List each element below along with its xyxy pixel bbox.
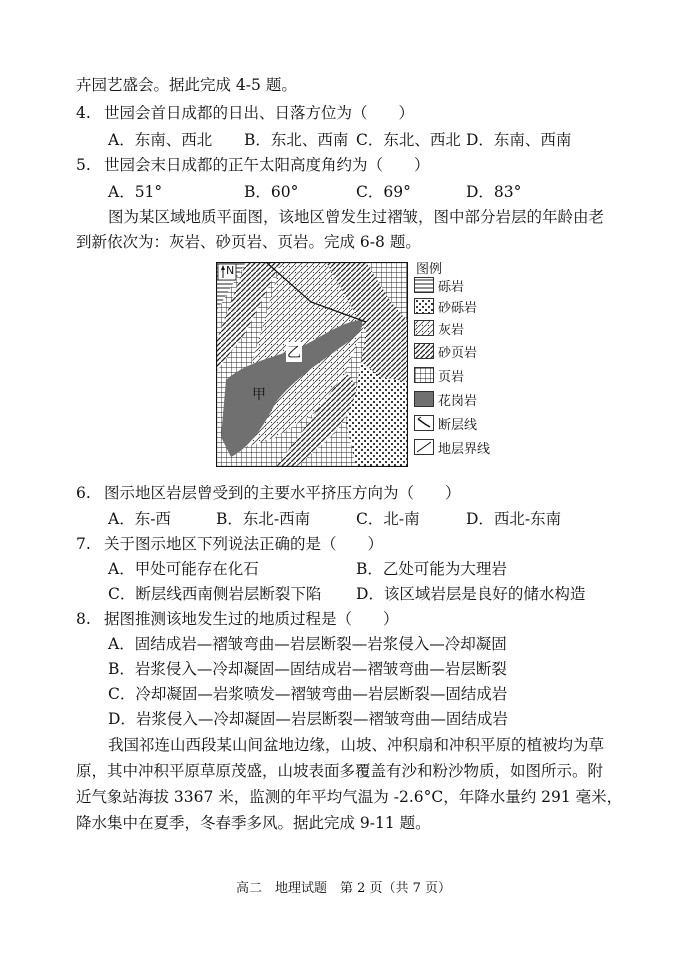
- q7-stem: 关于图示地区下列说法正确的是（ ）: [104, 535, 384, 553]
- q4-option-d: D．东南、西南: [466, 131, 572, 149]
- grit-swatch-icon: [414, 298, 434, 314]
- legend-item-sandy-shale: [414, 343, 477, 359]
- q6-option-b: B．东北-西南: [216, 510, 311, 528]
- passage3-line1: 我国祁连山西段某山间盆地边缘，山坡、冲积扇和冲积平原的植被均为草: [108, 736, 605, 754]
- geological-map: [216, 262, 408, 467]
- limestone-swatch-icon: [414, 320, 434, 336]
- legend-label: 地层界线: [438, 441, 491, 457]
- boundary-line-icon: [414, 439, 434, 455]
- label-jia: 甲: [252, 387, 266, 403]
- q5-option-a: A．51°: [108, 183, 163, 201]
- q4-option-b: B．东北、西南: [244, 131, 349, 149]
- legend-item-conglomerate: [414, 277, 464, 293]
- legend-item-granite: [414, 391, 477, 407]
- q6-option-c: C．北-南: [356, 510, 420, 528]
- legend-title: 图例: [416, 262, 443, 277]
- shale-swatch-icon: [414, 367, 434, 383]
- q6-number: 6.: [76, 484, 91, 502]
- passage2-line2: 到新依次为：灰岩、砂页岩、页岩。完成 6-8 题。: [76, 233, 421, 251]
- passage3-line3: 近气象站海拔 3367 米，监测的年平均气温为 -2.6°C，年降水量约 291 毫米，: [76, 788, 623, 806]
- q8-option-b: B．岩浆侵入—冷却凝固—固结成岩—褶皱弯曲—岩层断裂: [108, 660, 507, 678]
- passage3-line4: 降水集中在夏季，冬春季多风。据此完成 9-11 题。: [76, 814, 431, 832]
- legend-label: 花岗岩: [438, 393, 478, 409]
- q8-option-d: D．岩浆侵入—冷却凝固—岩层断裂—褶皱弯曲—固结成岩: [108, 710, 508, 728]
- legend-item-boundary: [414, 439, 490, 455]
- legend-label: 砂页岩: [438, 345, 478, 361]
- q6-option-a: A．东-西: [108, 510, 171, 528]
- north-label: N: [226, 264, 235, 277]
- q7-option-d: D．该区域岩层是良好的储水构造: [356, 585, 586, 603]
- q5-stem: 世园会末日成都的正午太阳高度角约为（ ）: [104, 156, 430, 174]
- q6-stem: 图示地区岩层曾受到的主要水平挤压方向为（ ）: [104, 484, 461, 502]
- legend-item-grit: [414, 298, 477, 314]
- q7-option-b: B．乙处可能为大理岩: [356, 560, 507, 578]
- legend-item-fault: [414, 415, 477, 431]
- q7-option-a: A．甲处可能存在化石: [108, 560, 259, 578]
- q4-option-c: C．东北、西北: [356, 131, 461, 149]
- legend-item-limestone: [414, 320, 464, 336]
- q4-stem: 世园会首日成都的日出、日落方位为（ ）: [104, 104, 415, 122]
- q5-option-b: B．60°: [244, 183, 299, 201]
- q8-stem: 据图推测该地发生过的地质过程是（ ）: [104, 610, 399, 628]
- passage2-line1: 图为某区域地质平面图，该地区曾发生过褶皱，图中部分岩层的年龄由老: [108, 208, 605, 226]
- geological-map-svg: [216, 262, 408, 467]
- q5-option-c: C．69°: [356, 183, 411, 201]
- legend-label: 页岩: [438, 369, 465, 385]
- legend-label: 砾岩: [438, 279, 465, 295]
- q4-option-a: A．东南、西北: [108, 131, 213, 149]
- q5-option-d: D．83°: [466, 183, 522, 201]
- sandy-shale-swatch-icon: [414, 343, 434, 359]
- granite-swatch-icon: [414, 391, 434, 407]
- q7-number: 7.: [76, 535, 91, 553]
- label-yi: 乙: [286, 342, 302, 362]
- q6-option-d: D．西北-东南: [466, 510, 562, 528]
- q8-number: 8.: [76, 610, 91, 628]
- page-footer: 高二 地理试题 第 2 页（共 7 页）: [235, 881, 452, 896]
- q8-option-c: C．冷却凝固—岩浆喷发—褶皱弯曲—岩层断裂—固结成岩: [108, 685, 508, 703]
- passage3-line2: 原，其中冲积平原草原茂盛，山坡表面多覆盖有沙和粉沙物质，如图所示。附: [76, 762, 604, 780]
- conglomerate-swatch-icon: [414, 277, 434, 293]
- q7-option-c: C．断层线西南侧岩层断裂下陷: [108, 585, 322, 603]
- q5-number: 5.: [76, 156, 91, 174]
- fault-line-icon: [414, 415, 434, 431]
- legend-label: 砂砾岩: [438, 300, 478, 316]
- legend-label: 断层线: [438, 417, 478, 433]
- legend-label: 灰岩: [438, 322, 465, 338]
- legend-item-shale: [414, 367, 464, 383]
- q8-option-a: A．固结成岩—褶皱弯曲—岩层断裂—岩浆侵入—冷却凝固: [108, 635, 507, 653]
- q4-number: 4.: [76, 104, 91, 122]
- intro-tail: 卉园艺盛会。据此完成 4-5 题。: [76, 76, 297, 94]
